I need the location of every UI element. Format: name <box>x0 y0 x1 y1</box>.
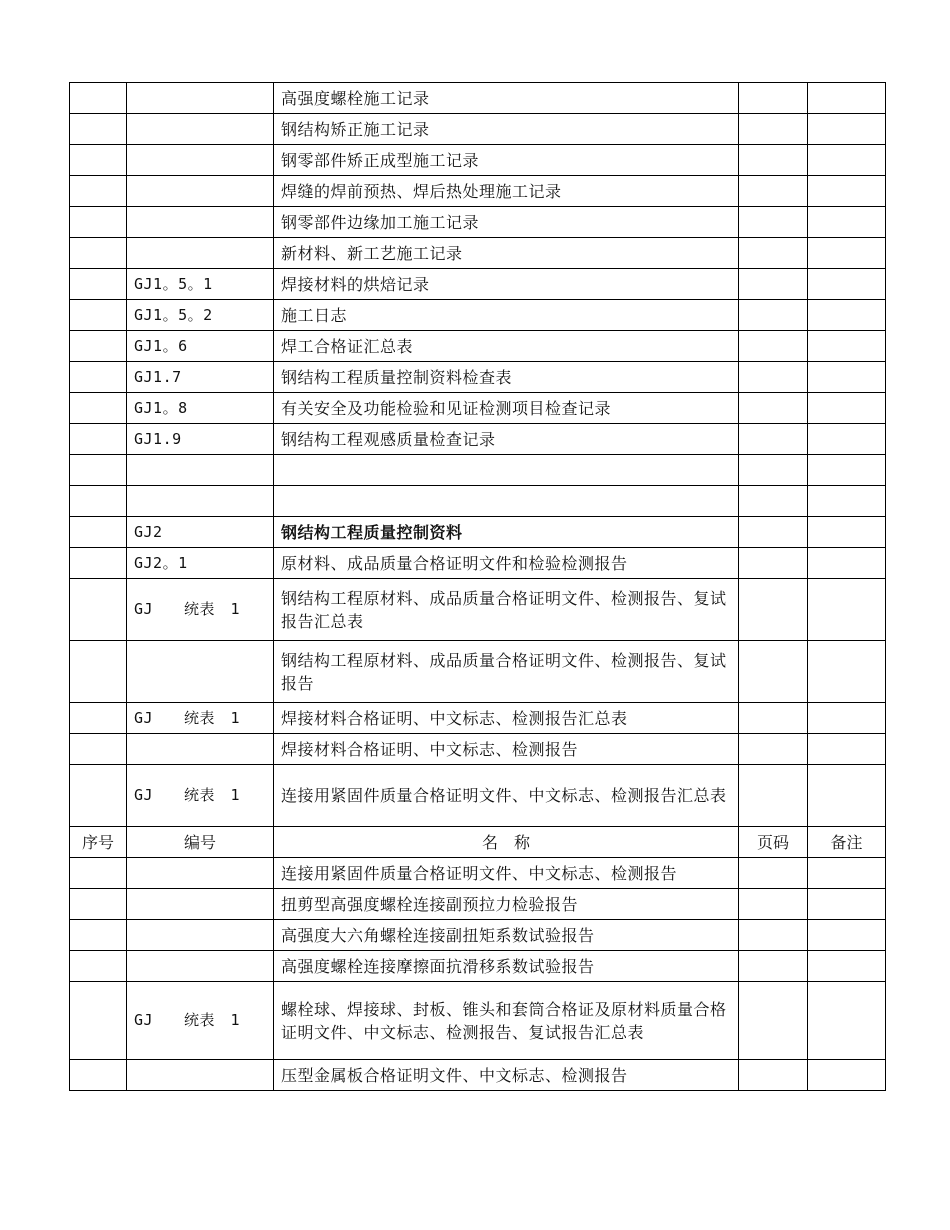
name-cell: 高强度螺栓连接摩擦面抗滑移系数试验报告 <box>274 951 739 982</box>
seq-cell <box>70 145 127 176</box>
code-cell <box>127 703 274 734</box>
name-cell: 施工日志 <box>274 300 739 331</box>
code-cell <box>127 114 274 145</box>
note-cell <box>808 145 886 176</box>
name-cell: 焊接材料合格证明、中文标志、检测报告汇总表 <box>274 703 739 734</box>
note-cell <box>808 83 886 114</box>
page-cell <box>739 1060 808 1091</box>
page-cell <box>739 83 808 114</box>
seq-cell <box>70 176 127 207</box>
seq-cell <box>70 982 127 1060</box>
table-row <box>70 393 886 424</box>
code-cell: GJ1。8 <box>127 393 274 424</box>
code-cell: GJ1。5。1 <box>127 269 274 300</box>
code-cell <box>127 145 274 176</box>
note-cell <box>808 238 886 269</box>
table-row <box>70 331 886 362</box>
note-cell <box>808 734 886 765</box>
header-page: 页码 <box>739 827 808 858</box>
name-cell: 钢结构工程质量控制资料检查表 <box>274 362 739 393</box>
seq-cell <box>70 920 127 951</box>
name-cell: 钢结构工程观感质量检查记录 <box>274 424 739 455</box>
code-cell <box>127 920 274 951</box>
header-code: 编号 <box>127 827 274 858</box>
page-cell <box>739 765 808 827</box>
note-cell <box>808 982 886 1060</box>
note-cell <box>808 548 886 579</box>
page-cell <box>739 362 808 393</box>
code-cell: GJ2。1 <box>127 548 274 579</box>
note-cell <box>808 765 886 827</box>
code-cell: GJ1。5。2 <box>127 300 274 331</box>
table-row <box>70 982 886 1060</box>
column-header-row <box>70 827 886 858</box>
note-cell <box>808 641 886 703</box>
code-cell: GJ1。6 <box>127 331 274 362</box>
page-cell <box>739 269 808 300</box>
page-cell <box>739 734 808 765</box>
name-cell: 钢零部件矫正成型施工记录 <box>274 145 739 176</box>
note-cell <box>808 424 886 455</box>
page-cell <box>739 455 808 486</box>
seq-cell <box>70 238 127 269</box>
seq-cell <box>70 269 127 300</box>
seq-cell <box>70 331 127 362</box>
seq-cell <box>70 424 127 455</box>
page-cell <box>739 238 808 269</box>
seq-cell <box>70 83 127 114</box>
table-row <box>70 83 886 114</box>
name-cell <box>274 455 739 486</box>
seq-cell <box>70 703 127 734</box>
code-cell <box>127 176 274 207</box>
table-row <box>70 362 886 393</box>
name-cell: 焊接材料合格证明、中文标志、检测报告 <box>274 734 739 765</box>
note-cell <box>808 703 886 734</box>
name-cell: 钢零部件边缘加工施工记录 <box>274 207 739 238</box>
code-cell <box>127 858 274 889</box>
table-row <box>70 889 886 920</box>
code-cell <box>127 734 274 765</box>
page-cell <box>739 920 808 951</box>
name-cell: 原材料、成品质量合格证明文件和检验检测报告 <box>274 548 739 579</box>
code-cell <box>127 83 274 114</box>
code-text: GJ 统表 1 <box>134 708 241 727</box>
code-cell <box>127 889 274 920</box>
seq-cell <box>70 858 127 889</box>
name-cell: 钢结构工程原材料、成品质量合格证明文件、检测报告、复试报告汇总表 <box>274 579 739 641</box>
note-cell <box>808 455 886 486</box>
code-cell <box>127 641 274 703</box>
note-cell <box>808 1060 886 1091</box>
table-row <box>70 579 886 641</box>
note-cell <box>808 579 886 641</box>
code-text: GJ 统表 1 <box>134 786 241 804</box>
code-cell <box>127 455 274 486</box>
seq-cell <box>70 207 127 238</box>
table-row <box>70 176 886 207</box>
table-row-empty <box>70 486 886 517</box>
note-cell <box>808 207 886 238</box>
table-row <box>70 424 886 455</box>
page-cell <box>739 517 808 548</box>
code-cell <box>127 982 274 1060</box>
seq-cell <box>70 393 127 424</box>
code-text: GJ 统表 1 <box>134 600 241 618</box>
note-cell <box>808 114 886 145</box>
table-row <box>70 765 886 827</box>
name-cell: 焊接材料的烘焙记录 <box>274 269 739 300</box>
seq-cell <box>70 889 127 920</box>
name-cell: 高强度螺栓施工记录 <box>274 83 739 114</box>
seq-cell <box>70 641 127 703</box>
code-cell <box>127 486 274 517</box>
page-cell <box>739 393 808 424</box>
document-table <box>69 82 886 1091</box>
table-row <box>70 641 886 703</box>
code-cell <box>127 579 274 641</box>
table-row <box>70 951 886 982</box>
page-cell <box>739 114 808 145</box>
seq-cell <box>70 765 127 827</box>
page-cell <box>739 703 808 734</box>
table-row <box>70 858 886 889</box>
page-cell <box>739 145 808 176</box>
code-cell <box>127 207 274 238</box>
code-cell: GJ1.9 <box>127 424 274 455</box>
seq-cell <box>70 548 127 579</box>
note-cell <box>808 176 886 207</box>
name-cell: 新材料、新工艺施工记录 <box>274 238 739 269</box>
name-cell: 连接用紧固件质量合格证明文件、中文标志、检测报告汇总表 <box>274 765 739 827</box>
table-row <box>70 1060 886 1091</box>
name-cell: 螺栓球、焊接球、封板、锥头和套筒合格证及原材料质量合格证明文件、中文标志、检测报告、复试报告汇总表 <box>274 982 739 1060</box>
code-cell: GJ1.7 <box>127 362 274 393</box>
seq-cell <box>70 1060 127 1091</box>
code-cell <box>127 1060 274 1091</box>
table-row <box>70 300 886 331</box>
header-note: 备注 <box>808 827 886 858</box>
name-cell: 钢结构矫正施工记录 <box>274 114 739 145</box>
name-cell <box>274 486 739 517</box>
page-cell <box>739 641 808 703</box>
code-text: GJ 统表 1 <box>134 1011 241 1029</box>
name-cell: 连接用紧固件质量合格证明文件、中文标志、检测报告 <box>274 858 739 889</box>
page-cell <box>739 889 808 920</box>
note-cell <box>808 269 886 300</box>
note-cell <box>808 486 886 517</box>
page-cell <box>739 486 808 517</box>
page-cell <box>739 858 808 889</box>
name-cell: 焊工合格证汇总表 <box>274 331 739 362</box>
seq-cell <box>70 300 127 331</box>
page-cell <box>739 424 808 455</box>
section-title: 钢结构工程质量控制资料 <box>274 517 739 548</box>
note-cell <box>808 858 886 889</box>
code-cell: GJ2 <box>127 517 274 548</box>
table-row <box>70 703 886 734</box>
code-cell <box>127 238 274 269</box>
section-row <box>70 517 886 548</box>
page-cell <box>739 176 808 207</box>
table-row <box>70 920 886 951</box>
seq-cell <box>70 362 127 393</box>
code-cell <box>127 951 274 982</box>
note-cell <box>808 517 886 548</box>
header-name: 名 称 <box>274 827 739 858</box>
page-cell <box>739 951 808 982</box>
note-cell <box>808 393 886 424</box>
page-cell <box>739 579 808 641</box>
code-cell <box>127 765 274 827</box>
table-row <box>70 145 886 176</box>
header-seq: 序号 <box>70 827 127 858</box>
note-cell <box>808 951 886 982</box>
page-cell <box>739 207 808 238</box>
note-cell <box>808 300 886 331</box>
name-cell: 高强度大六角螺栓连接副扭矩系数试验报告 <box>274 920 739 951</box>
table-row <box>70 207 886 238</box>
page-cell <box>739 548 808 579</box>
seq-cell <box>70 734 127 765</box>
seq-cell <box>70 517 127 548</box>
note-cell <box>808 362 886 393</box>
note-cell <box>808 920 886 951</box>
seq-cell <box>70 455 127 486</box>
name-cell: 压型金属板合格证明文件、中文标志、检测报告 <box>274 1060 739 1091</box>
seq-cell <box>70 951 127 982</box>
table-row <box>70 269 886 300</box>
name-cell: 焊缝的焊前预热、焊后热处理施工记录 <box>274 176 739 207</box>
name-cell: 有关安全及功能检验和见证检测项目检查记录 <box>274 393 739 424</box>
table-row <box>70 734 886 765</box>
name-cell: 钢结构工程原材料、成品质量合格证明文件、检测报告、复试报告 <box>274 641 739 703</box>
name-cell: 扭剪型高强度螺栓连接副预拉力检验报告 <box>274 889 739 920</box>
table-row <box>70 114 886 145</box>
seq-cell <box>70 579 127 641</box>
table-row <box>70 238 886 269</box>
page-cell <box>739 982 808 1060</box>
page-cell <box>739 331 808 362</box>
note-cell <box>808 331 886 362</box>
page-cell <box>739 300 808 331</box>
table-row-empty <box>70 455 886 486</box>
seq-cell <box>70 114 127 145</box>
note-cell <box>808 889 886 920</box>
seq-cell <box>70 486 127 517</box>
table-row <box>70 548 886 579</box>
